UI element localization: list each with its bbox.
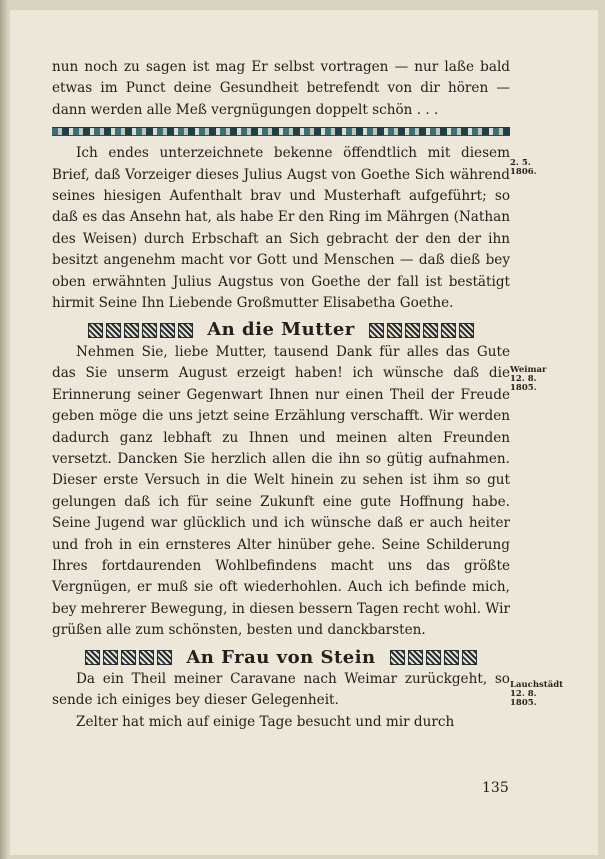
mother-heading: An die Mutter [52, 319, 510, 340]
grandmother-certificate: Ich endes unterzeichnete bekenne öffendtlich mit diesem Brief, daß Vorzeiger dieses Julius Augst von Goethe Sich während seines hiesigen Aufenthalt brav und Musterhaft aufgeführt; so daß es das Ansehn hat, als habe Er den Ring im Mährgen (Nathan des Weisen) durch Erbschaft an Sich gebracht der den der ihn besitzt angenehm macht vor Gott und Menschen — daß dieß bey oben erwähnten Julius Augstus von Goethe der fall ist bestätigt hirmit Seine Ihn Liebende Großmutter Elisabetha Goethe. [52, 145, 510, 312]
page-number: 135 [482, 780, 509, 796]
ornament-left-2 [85, 650, 172, 665]
ornament-right [369, 323, 474, 338]
binding-shadow [0, 0, 8, 859]
date-note-2: Weimar 12. 8. 1805. [510, 365, 547, 393]
date-note-3: Lauchstädt 12. 8. 1805. [510, 680, 564, 708]
mother-letter: Nehmen Sie, liebe Mutter, tausend Dank für alles das Gute das Sie unserm August erzeigt haben! ich wünsche daß die Erinnerung seiner Gegenwart Ihnen nur einen Theil der Freude geben möge die uns jetzt seine Erzählung verschafft. Wir werden dadurch ganz lebhaft zu Ihnen und meinen alten Freunden versetzt. Dancken Sie herzlich allen die ihn so gütig aufnahmen. Dieser erste Versuch in die Welt hinein zu sehen ist ihm so gut gelungen daß ich für seine Zukunft eine gute Hoffnung habe. Seine Jugend war glücklich und ich wünsche daß er auch heiter und froh in ein ernsteres Alter hinüber gehe. Seine Schilderung Ihres fortdaurenden Wohlbefindens macht uns das größte Vergnügen, er muß sie oft wiederhohlen. Auch ich befinde mich, bey mehrerer Bewegung, in diesen bessern Tagen recht wohl. Wir grüßen alle zum schönsten, besten und danckbarsten. [52, 343, 510, 639]
ornament-left [88, 323, 193, 338]
ornament-right-2 [390, 650, 477, 665]
ornamental-divider [52, 127, 510, 136]
date-note-1: 2. 5. 1806. [510, 158, 537, 177]
stein-heading: An Frau von Stein [52, 647, 510, 668]
page-text [52, 57, 510, 733]
opening-paragraph: nun noch zu sagen ist mag Er selbst vortragen — nur laße bald etwas im Punct deine Gesundheit betrefendt von dir hören — dann werden alle Meß vergnügungen doppelt schön . . . [52, 59, 510, 118]
stein-paragraph-2: Zelter hat mich auf einige Tage besucht und mir durch [76, 713, 455, 730]
stein-paragraph-1: Da ein Theil meiner Caravane nach Weimar zurückgeht, so sende ich einiges bey dieser Gelegenheit. [52, 670, 510, 709]
